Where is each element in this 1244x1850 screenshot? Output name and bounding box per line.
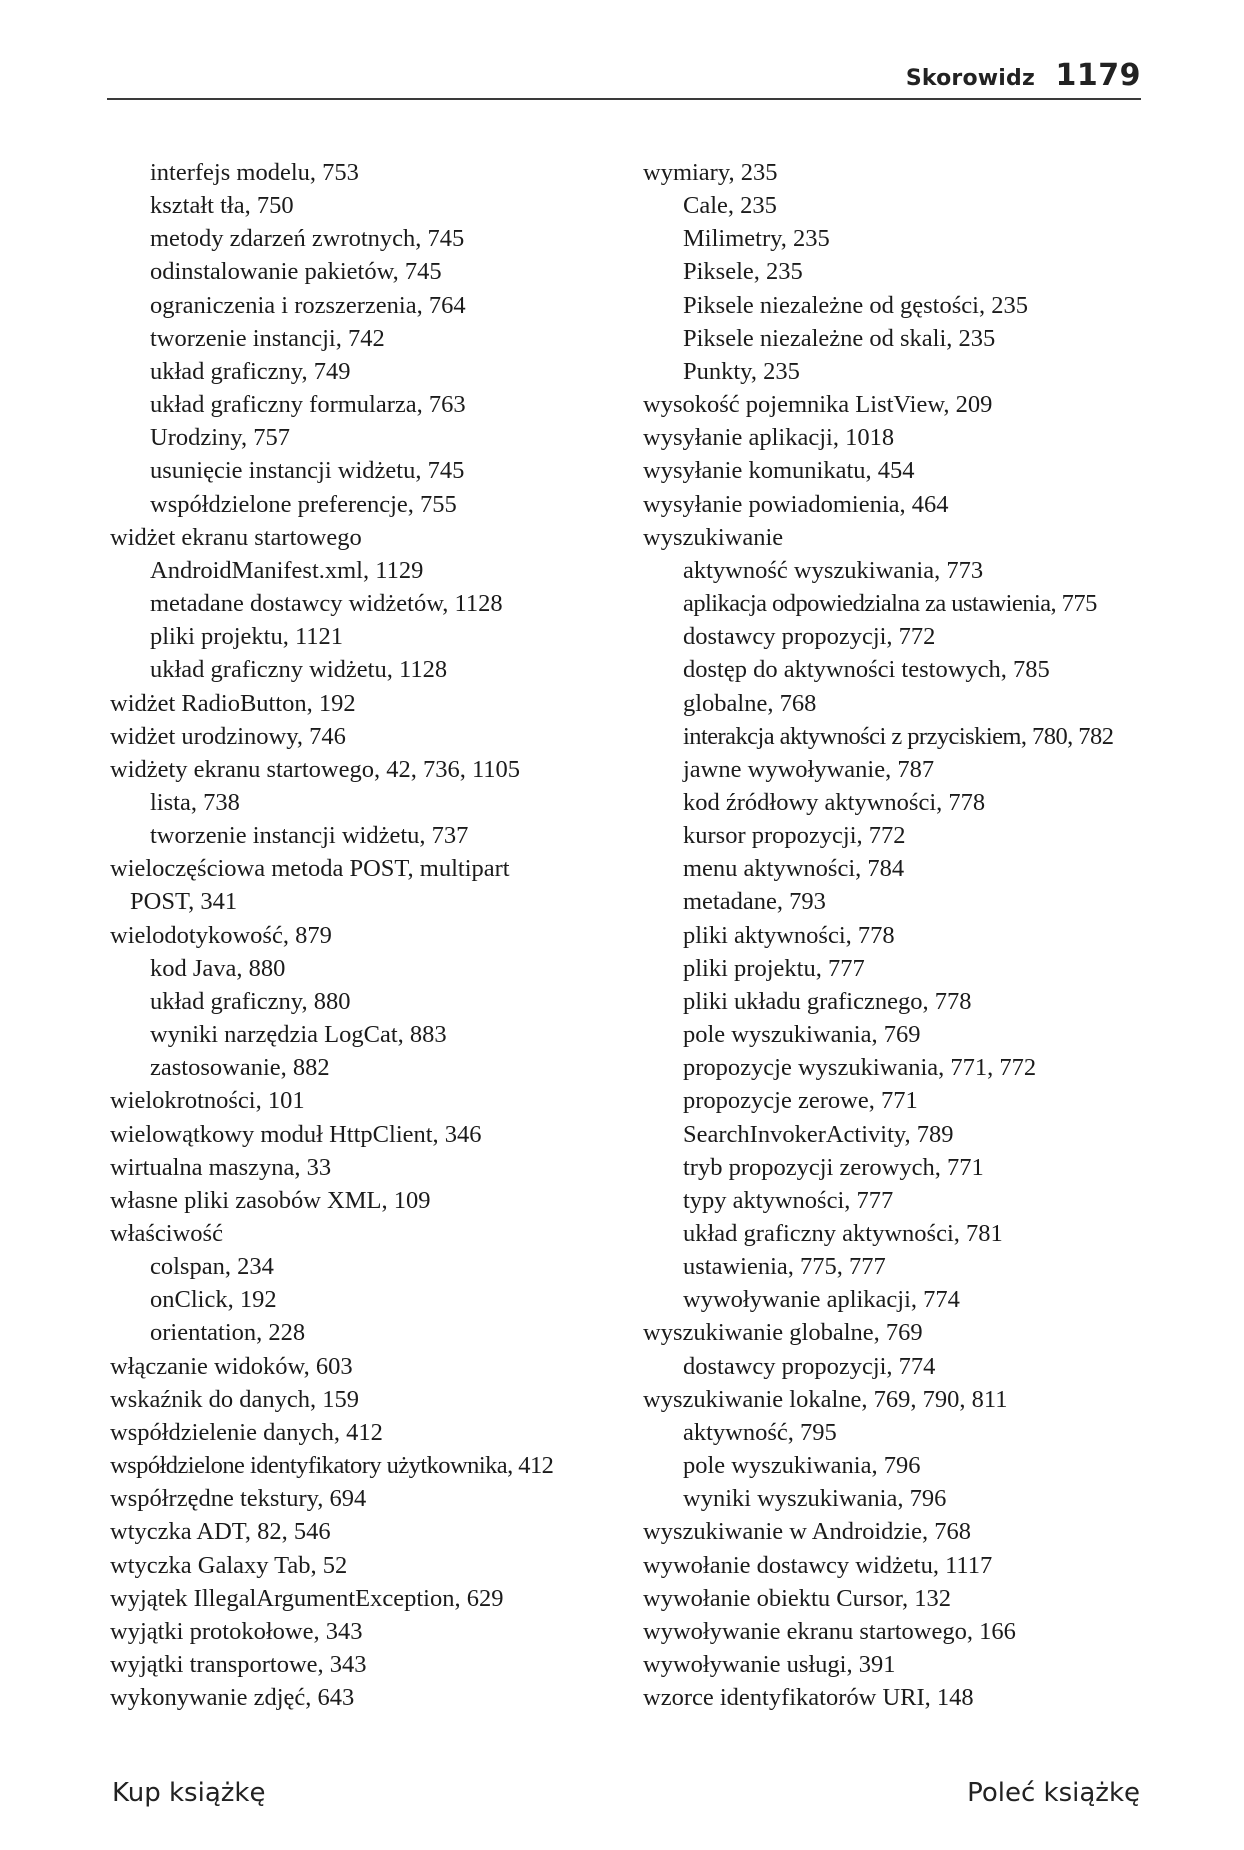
index-entry: właściwość bbox=[110, 1220, 223, 1247]
index-subentry: wyniki narzędzia LogCat, 883 bbox=[150, 1021, 447, 1049]
index-entry: widżet RadioButton, 192 bbox=[110, 689, 356, 717]
index-subentry: AndroidManifest.xml, 1129 bbox=[150, 556, 424, 584]
index-subentry: układ graficzny formularza, 763 bbox=[150, 391, 466, 419]
page-header bbox=[107, 58, 1141, 100]
index-entry: wtyczka Galaxy Tab, 52 bbox=[110, 1551, 348, 1579]
index-entry: wtyczka ADT, 82, 546 bbox=[110, 1518, 331, 1546]
index-subentry: ograniczenia i rozszerzenia, 764 bbox=[150, 291, 466, 319]
index-subentry: kształt tła, 750 bbox=[150, 192, 294, 220]
index-entry: wirtualna maszyna, 33 bbox=[110, 1153, 332, 1181]
index-subentry: interfejs modelu, 753 bbox=[150, 159, 359, 186]
index-subentry: Piksele niezależne od skali, 235 bbox=[683, 324, 996, 352]
index-entry: wywołanie dostawcy widżetu, 1117 bbox=[643, 1551, 993, 1579]
index-subentry: globalne, 768 bbox=[683, 689, 817, 717]
index-subentry: typy aktywności, 777 bbox=[683, 1186, 894, 1214]
index-subentry: układ graficzny, 880 bbox=[150, 987, 351, 1015]
index-entry: wykonywanie zdjęć, 643 bbox=[110, 1684, 355, 1712]
index-subentry: metadane, 793 bbox=[683, 888, 826, 916]
index-subentry: układ graficzny aktywności, 781 bbox=[683, 1220, 1003, 1247]
buy-book-link[interactable]: Kup książkę bbox=[112, 1778, 266, 1808]
index-subentry: dostawcy propozycji, 772 bbox=[683, 623, 936, 651]
index-entry: wyjątki protokołowe, 343 bbox=[110, 1617, 363, 1645]
index-entry: wyjątki transportowe, 343 bbox=[110, 1651, 367, 1679]
recommend-book-link[interactable]: Poleć książkę bbox=[967, 1778, 1140, 1808]
index-subentry: usunięcie instancji widżetu, 745 bbox=[150, 457, 465, 485]
index-subentry: odinstalowanie pakietów, 745 bbox=[150, 258, 442, 286]
index-subentry: Urodziny, 757 bbox=[150, 424, 290, 452]
index-entry: współdzielone identyfikatory użytkownika, 412 bbox=[110, 1452, 554, 1480]
index-entry: widżet ekranu startowego bbox=[110, 523, 362, 551]
index-subentry: tworzenie instancji widżetu, 737 bbox=[150, 822, 469, 850]
index-entry: wyszukiwanie bbox=[643, 523, 784, 551]
index-entry: wskaźnik do danych, 159 bbox=[110, 1385, 360, 1413]
index-entry: wielodotykowość, 879 bbox=[110, 921, 332, 949]
index-subentry: pole wyszukiwania, 796 bbox=[683, 1452, 921, 1480]
page-number: 1179 bbox=[1055, 58, 1141, 93]
section-title: Skorowidz bbox=[905, 66, 1035, 91]
index-entry: wywoływanie usługi, 391 bbox=[643, 1651, 896, 1679]
index-subentry: aplikacja odpowiedzialna za ustawienia, 775 bbox=[683, 590, 1097, 618]
index-entry: wielokrotności, 101 bbox=[110, 1087, 305, 1115]
index-subentry: pliki projektu, 777 bbox=[683, 954, 865, 982]
index-subentry: układ graficzny widżetu, 1128 bbox=[150, 656, 448, 684]
index-subentry: metadane dostawcy widżetów, 1128 bbox=[150, 590, 503, 618]
index-subentry: lista, 738 bbox=[150, 788, 240, 816]
index-subentry: metody zdarzeń zwrotnych, 745 bbox=[150, 225, 465, 253]
index-column-left bbox=[110, 156, 630, 1714]
index-subentry: tryb propozycji zerowych, 771 bbox=[683, 1153, 984, 1181]
index-subentry: zastosowanie, 882 bbox=[150, 1054, 330, 1082]
index-entry: wysokość pojemnika ListView, 209 bbox=[643, 391, 993, 419]
index-subentry: interakcja aktywności z przyciskiem, 780, 782 bbox=[683, 722, 1114, 750]
index-subentry: dostawcy propozycji, 774 bbox=[683, 1352, 936, 1380]
index-entry: wysyłanie komunikatu, 454 bbox=[643, 457, 915, 485]
index-subentry: aktywność, 795 bbox=[683, 1418, 837, 1446]
index-subentry: jawne wywoływanie, 787 bbox=[683, 755, 935, 783]
index-entry: wzorce identyfikatorów URI, 148 bbox=[643, 1684, 974, 1712]
index-subentry: tworzenie instancji, 742 bbox=[150, 324, 385, 352]
index-subentry: pliki układu graficznego, 778 bbox=[683, 987, 972, 1015]
index-subentry: onClick, 192 bbox=[150, 1286, 277, 1314]
index-subentry: dostęp do aktywności testowych, 785 bbox=[683, 656, 1050, 684]
index-subentry: Milimetry, 235 bbox=[683, 225, 830, 253]
index-subentry: colspan, 234 bbox=[150, 1253, 274, 1281]
index-subentry: orientation, 228 bbox=[150, 1319, 306, 1347]
index-subentry: wyniki wyszukiwania, 796 bbox=[683, 1485, 947, 1513]
index-subentry: Punkty, 235 bbox=[683, 357, 800, 385]
index-subentry: POST, 341 bbox=[130, 888, 238, 916]
index-subentry: Cale, 235 bbox=[683, 192, 777, 220]
index-column-right bbox=[643, 156, 1143, 1714]
index-entry: współdzielenie danych, 412 bbox=[110, 1418, 383, 1446]
index-entry: wyszukiwanie w Androidzie, 768 bbox=[643, 1518, 971, 1546]
index-subentry: kursor propozycji, 772 bbox=[683, 822, 906, 850]
index-subentry: wywoływanie aplikacji, 774 bbox=[683, 1286, 960, 1314]
index-subentry: Piksele niezależne od gęstości, 235 bbox=[683, 291, 1028, 319]
index-subentry: układ graficzny, 749 bbox=[150, 357, 351, 385]
index-entry: wywoływanie ekranu startowego, 166 bbox=[643, 1617, 1016, 1645]
index-entry: wymiary, 235 bbox=[643, 159, 778, 186]
index-subentry: Piksele, 235 bbox=[683, 258, 803, 286]
index-entry: wyjątek IllegalArgumentException, 629 bbox=[110, 1584, 504, 1612]
index-subentry: menu aktywności, 784 bbox=[683, 855, 905, 883]
index-entry: wywołanie obiektu Cursor, 132 bbox=[643, 1584, 951, 1612]
index-subentry: propozycje zerowe, 771 bbox=[683, 1087, 918, 1115]
index-subentry: propozycje wyszukiwania, 771, 772 bbox=[683, 1054, 1037, 1082]
index-subentry: SearchInvokerActivity, 789 bbox=[683, 1120, 954, 1148]
index-entry: włączanie widoków, 603 bbox=[110, 1352, 353, 1380]
index-entry: wysyłanie aplikacji, 1018 bbox=[643, 424, 895, 452]
index-subentry: pliki aktywności, 778 bbox=[683, 921, 895, 949]
index-entry: własne pliki zasobów XML, 109 bbox=[110, 1186, 431, 1214]
index-entry: widżety ekranu startowego, 42, 736, 1105 bbox=[110, 755, 521, 783]
index-subentry: współdzielone preferencje, 755 bbox=[150, 490, 457, 518]
index-subentry: ustawienia, 775, 777 bbox=[683, 1253, 886, 1281]
index-entry: widżet urodzinowy, 746 bbox=[110, 722, 346, 750]
index-subentry: pliki projektu, 1121 bbox=[150, 623, 344, 651]
index-entry: wielowątkowy moduł HttpClient, 346 bbox=[110, 1120, 482, 1148]
index-entry: wyszukiwanie lokalne, 769, 790, 811 bbox=[643, 1385, 1008, 1413]
index-entry: współrzędne tekstury, 694 bbox=[110, 1485, 367, 1513]
index-subentry: kod źródłowy aktywności, 778 bbox=[683, 788, 986, 816]
index-entry: wyszukiwanie globalne, 769 bbox=[643, 1319, 923, 1347]
index-entry: wieloczęściowa metoda POST, multipart bbox=[110, 855, 510, 883]
index-entry: wysyłanie powiadomienia, 464 bbox=[643, 490, 949, 518]
index-subentry: pole wyszukiwania, 769 bbox=[683, 1021, 921, 1049]
index-subentry: aktywność wyszukiwania, 773 bbox=[683, 556, 984, 584]
index-subentry: kod Java, 880 bbox=[150, 954, 286, 982]
